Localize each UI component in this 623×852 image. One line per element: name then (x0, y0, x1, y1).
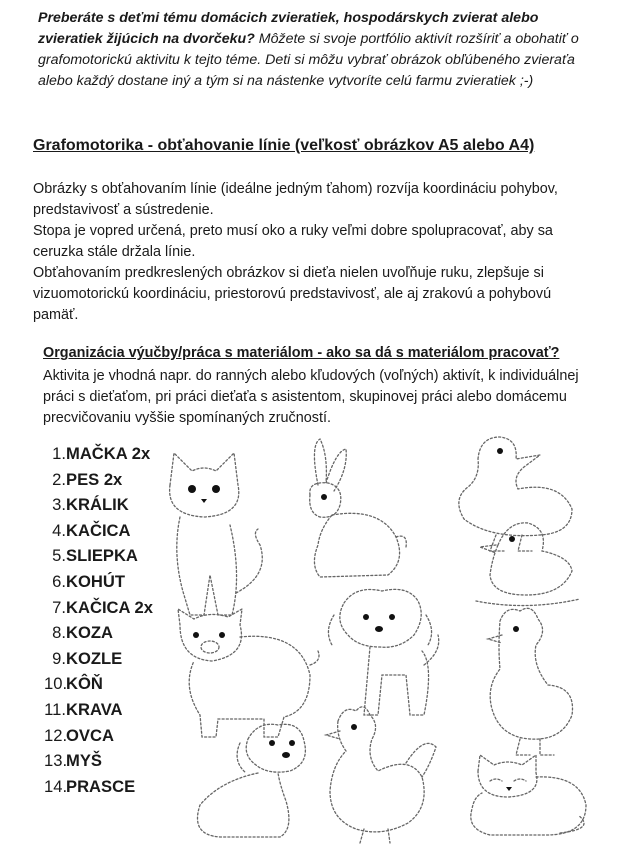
animal-name: KRAVA (66, 699, 123, 719)
animal-name: KOHÚT (66, 571, 125, 591)
grafomotorika-text (33, 179, 598, 326)
list-number: 1. (52, 444, 66, 463)
list-number: 9. (52, 648, 66, 668)
list-number: 14. (44, 776, 68, 796)
list-number: 13. (44, 751, 68, 771)
list-number: 11. (44, 699, 66, 719)
animal-name: KÔŇ (66, 674, 103, 694)
list-number: 12. (44, 725, 68, 745)
animal-name: KAČICA 2x (66, 597, 153, 617)
list-number: 4. (52, 520, 66, 540)
sleeping-cat-tracing-illustration (471, 755, 586, 835)
animal-name: SLIEPKA (66, 546, 138, 566)
animal-name: MYŠ (66, 751, 102, 771)
list-number: 7. (52, 597, 66, 617)
grafomotorika-paragraph: Obťahovaním predkreslených obrázkov si dieťa nielen uvoľňuje ruku, zlepšuje si vizuomotorickú koordináciu, priestorovú predstavivosť, ale aj zrakovú a pohybovú pamäť. (33, 265, 552, 323)
rooster-tracing-illustration (326, 707, 436, 843)
rabbit-tracing-illustration (310, 439, 407, 577)
list-number: 6. (52, 571, 66, 591)
intro-lead: Preberáte s deťmi tému domácich zvieratiek, hospodárskych zvierat alebo zvieratiek žijúcich na dvorčeku? (38, 10, 539, 47)
animal-name: OVCA (66, 725, 114, 745)
list-number: 2. (52, 469, 66, 489)
animal-name: KOZLE (66, 648, 123, 668)
tracing-animals-drawing (160, 425, 610, 845)
dog-tracing-illustration (328, 589, 438, 715)
animal-name: PES 2x (66, 469, 123, 489)
cat-tracing-illustration (170, 453, 263, 615)
pig-tracing-illustration (178, 609, 319, 737)
list-number: 5. (52, 546, 66, 566)
intro-rest: Môžete si svoje portfólio aktivít rozšíriť a obohatiť o grafomotorickú aktivitu k tejto téme. Deti si môžu vybrať obrázok obľúbeného zvieraťa alebo každý dostane iný a tým si na nástenke vytvoríte celú farmu zvieratiek ;-) (38, 31, 579, 89)
intro-paragraph (38, 8, 598, 92)
puppy-tracing-illustration (198, 724, 306, 837)
animal-name: PRASCE (66, 776, 136, 796)
animal-name: KRÁLIK (66, 495, 129, 515)
grafomotorika-heading: Grafomotorika - obťahovanie línie (veľkosť obrázkov A5 alebo A4) (33, 137, 535, 154)
organizacia-text: Aktivita je vhodná napr. do ranných alebo kľudových (voľných) aktivít, k individuálnej práci s dieťaťom, pri práci dieťaťa s asistentom, skupinovej práci alebo domácemu precvičovaniu vyššie spomínaných zručností. (43, 368, 579, 426)
animal-name: MAČKA 2x (66, 444, 151, 463)
list-number: 10. (44, 674, 68, 694)
tracing-illustrations (160, 425, 610, 845)
grafomotorika-paragraph: Stopa je vopred určená, preto musí oko a ruky veľmi dobre spolupracovať, aby sa ceruzka stále držala línie. (33, 223, 553, 260)
organizacia-heading: Organizácia výučby/práca s materiálom - ako sa dá s materiálom pracovať? (43, 345, 560, 361)
duck-tracing-illustration (459, 437, 572, 551)
hen-tracing-illustration (488, 608, 573, 755)
grafomotorika-paragraph: Obrázky s obťahovaním línie (ideálne jedným ťahom) rozvíja koordináciu pohybov, predstavivosť a sústredenie. (33, 181, 558, 218)
duckling-tracing-illustration (476, 523, 580, 606)
animal-name: KOZA (66, 623, 114, 643)
animal-name: KAČICA (66, 520, 131, 540)
list-number: 8. (52, 623, 66, 643)
list-number: 3. (52, 495, 66, 515)
